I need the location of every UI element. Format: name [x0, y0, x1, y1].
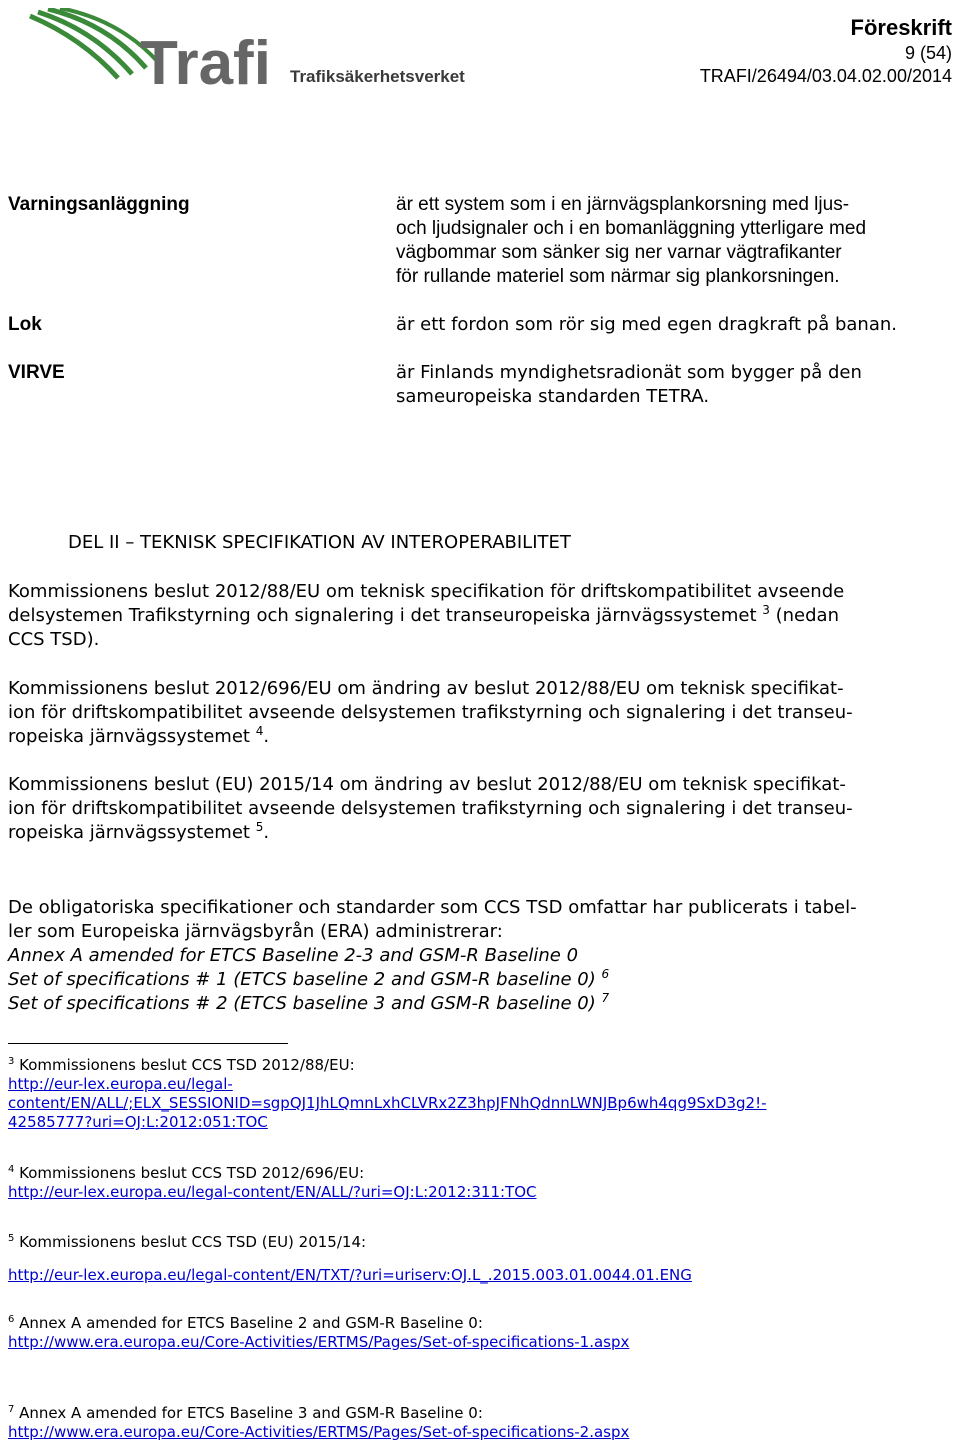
- footnote-title-line: [8, 1233, 958, 1252]
- definition-term: Lok: [8, 314, 42, 335]
- paragraph: [8, 580, 954, 652]
- standard-item-text: Annex A amended for ETCS Baseline 2-3 and GSM-R Baseline 0: [8, 945, 579, 966]
- footnote-title-line: [8, 1314, 958, 1333]
- paragraph-text: (nedan: [769, 605, 839, 626]
- definition-line: sameuropeiska standarden TETRA.: [396, 386, 710, 407]
- footnote-ref[interactable]: 3: [762, 603, 770, 617]
- logo-wordmark: Trafi: [140, 29, 271, 88]
- footnote-title-line: [8, 1164, 958, 1183]
- footnote: [8, 1404, 958, 1442]
- footnote-number: 4: [8, 1164, 15, 1175]
- footnote-link[interactable]: http://www.era.europa.eu/Core-Activities/ERTMS/Pages/Set-of-specifications-1.aspx: [8, 1333, 630, 1351]
- footnote: [8, 1314, 958, 1352]
- paragraph-line: [8, 604, 954, 628]
- definition-text: [396, 193, 958, 289]
- paragraph-line: ler som Europeiska järnvägsbyrån (ERA) administrerar:: [8, 921, 503, 942]
- paragraph-line: Kommissionens beslut (EU) 2015/14 om ändring av beslut 2012/88/EU om teknisk specifikat-: [8, 774, 846, 795]
- footnote-title-line: [8, 1404, 958, 1423]
- definition-text: [396, 361, 958, 409]
- paragraph-line: [8, 725, 954, 749]
- footnote-ref[interactable]: 4: [255, 724, 264, 738]
- standard-item-text: Set of specifications # 1 (ETCS baseline 2 and GSM-R baseline 0): [8, 969, 596, 990]
- standards-paragraph: [8, 896, 954, 1016]
- footnote-title: Kommissionens beslut CCS TSD 2012/696/EU:: [19, 1164, 365, 1182]
- footnote-number: 7: [8, 1404, 15, 1415]
- definition-row: [8, 193, 958, 313]
- paragraph-text: ropeiska järnvägssystemet: [8, 822, 250, 843]
- paragraph-line: ion för driftskompatibilitet avseende delsystemen trafikstyrning och signalering i det transeu-: [8, 798, 853, 819]
- definition-row: [8, 313, 958, 361]
- agency-name: Trafiksäkerhetsverket: [290, 67, 465, 86]
- paragraph: [8, 773, 954, 845]
- page-number: 9 (54): [904, 43, 952, 63]
- footnote-link[interactable]: http://eur-lex.europa.eu/legal-content/EN/ALL/?uri=OJ:L:2012:311:TOC: [8, 1183, 537, 1201]
- footnote: [8, 1233, 958, 1285]
- standard-item: [8, 968, 954, 992]
- definition-text: [396, 313, 958, 337]
- footnote: [8, 1056, 958, 1132]
- footnote-number: 5: [8, 1233, 15, 1244]
- document-header-info: [700, 14, 952, 88]
- definition-line: är ett system som i en järnvägsplankorsning med ljus-: [396, 194, 850, 215]
- definition-line: och ljudsignaler och i en bomanläggning ytterligare med: [396, 218, 867, 239]
- footnote-link[interactable]: http://eur-lex.europa.eu/legal-content/EN/TXT/?uri=uriserv:OJ.L_.2015.003.01.0044.01.ENG: [8, 1266, 692, 1284]
- definition-term: VIRVE: [8, 362, 65, 383]
- paragraph-text: delsystemen Trafikstyrning och signalering i det transeuropeiska järnvägssystemet: [8, 605, 757, 626]
- definitions-list: [8, 193, 958, 409]
- paragraph-line: [8, 821, 954, 845]
- paragraph-line: De obligatoriska specifikationer och standarder som CCS TSD omfattar har publicerats i tabel-: [8, 897, 857, 918]
- footnote-title: Kommissionens beslut CCS TSD 2012/88/EU:: [19, 1056, 355, 1074]
- definition-row: [8, 361, 958, 409]
- document-type: Föreskrift: [850, 15, 952, 40]
- document-reference: TRAFI/26494/03.04.02.00/2014: [699, 66, 952, 86]
- definition-line: vägbommar som sänker sig ner varnar vägtrafikanter: [396, 242, 842, 263]
- paragraph-line: Kommissionens beslut 2012/696/EU om ändring av beslut 2012/88/EU om teknisk specifikat-: [8, 678, 844, 699]
- footnote-number: 6: [8, 1314, 15, 1325]
- trafi-logo: [22, 8, 482, 88]
- footnote-ref[interactable]: 6: [601, 967, 610, 981]
- paragraph-line: ion för driftskompatibilitet avseende delsystemen trafikstyrning och signalering i det transeu-: [8, 702, 853, 723]
- footnote-ref[interactable]: 7: [601, 991, 610, 1005]
- footnote-title-line: [8, 1056, 958, 1075]
- definition-line: för rullande materiel som närmar sig plankorsningen.: [396, 266, 840, 287]
- standard-item: [8, 992, 954, 1016]
- section-heading: DEL II – TEKNISK SPECIFIKATION AV INTEROPERABILITET: [68, 532, 571, 553]
- footnote-title: Annex A amended for ETCS Baseline 2 and GSM-R Baseline 0:: [19, 1314, 483, 1332]
- footnote-title: Annex A amended for ETCS Baseline 3 and GSM-R Baseline 0:: [19, 1404, 483, 1422]
- footnote-title: Kommissionens beslut CCS TSD (EU) 2015/14:: [19, 1233, 367, 1251]
- footnote-link[interactable]: http://eur-lex.europa.eu/legal-: [8, 1075, 233, 1093]
- footnote-link[interactable]: 42585777?uri=OJ:L:2012:051:TOC: [8, 1113, 268, 1131]
- definition-line: är ett fordon som rör sig med egen dragkraft på banan.: [396, 314, 897, 335]
- footnote-link[interactable]: content/EN/ALL/;ELX_SESSIONID=sgpQJ1JhLQmnLxhCLVRx2Z3hpJFNhQdnnLWNJBp6wh4qg9SxD3g2!-: [8, 1094, 767, 1112]
- footnote-link[interactable]: http://www.era.europa.eu/Core-Activities/ERTMS/Pages/Set-of-specifications-2.aspx: [8, 1423, 630, 1441]
- paragraph-line: CCS TSD).: [8, 629, 100, 650]
- footnote: [8, 1164, 958, 1202]
- paragraph: [8, 677, 954, 749]
- trafi-logo-mark: [22, 8, 482, 88]
- definition-term: Varningsanläggning: [8, 194, 190, 215]
- footnote-separator: [8, 1043, 288, 1044]
- standard-item-text: Set of specifications # 2 (ETCS baseline 3 and GSM-R baseline 0): [8, 993, 596, 1014]
- standard-item: [8, 944, 954, 968]
- definition-line: är Finlands myndighetsradionät som bygger på den: [396, 362, 862, 383]
- paragraph-text: .: [263, 726, 270, 747]
- footnote-ref[interactable]: 5: [255, 820, 264, 834]
- paragraph-line: Kommissionens beslut 2012/88/EU om teknisk specifikation för driftskompatibilitet avseende: [8, 581, 845, 602]
- paragraph-text: ropeiska järnvägssystemet: [8, 726, 250, 747]
- footnote-number: 3: [8, 1056, 15, 1067]
- paragraph-text: .: [263, 822, 270, 843]
